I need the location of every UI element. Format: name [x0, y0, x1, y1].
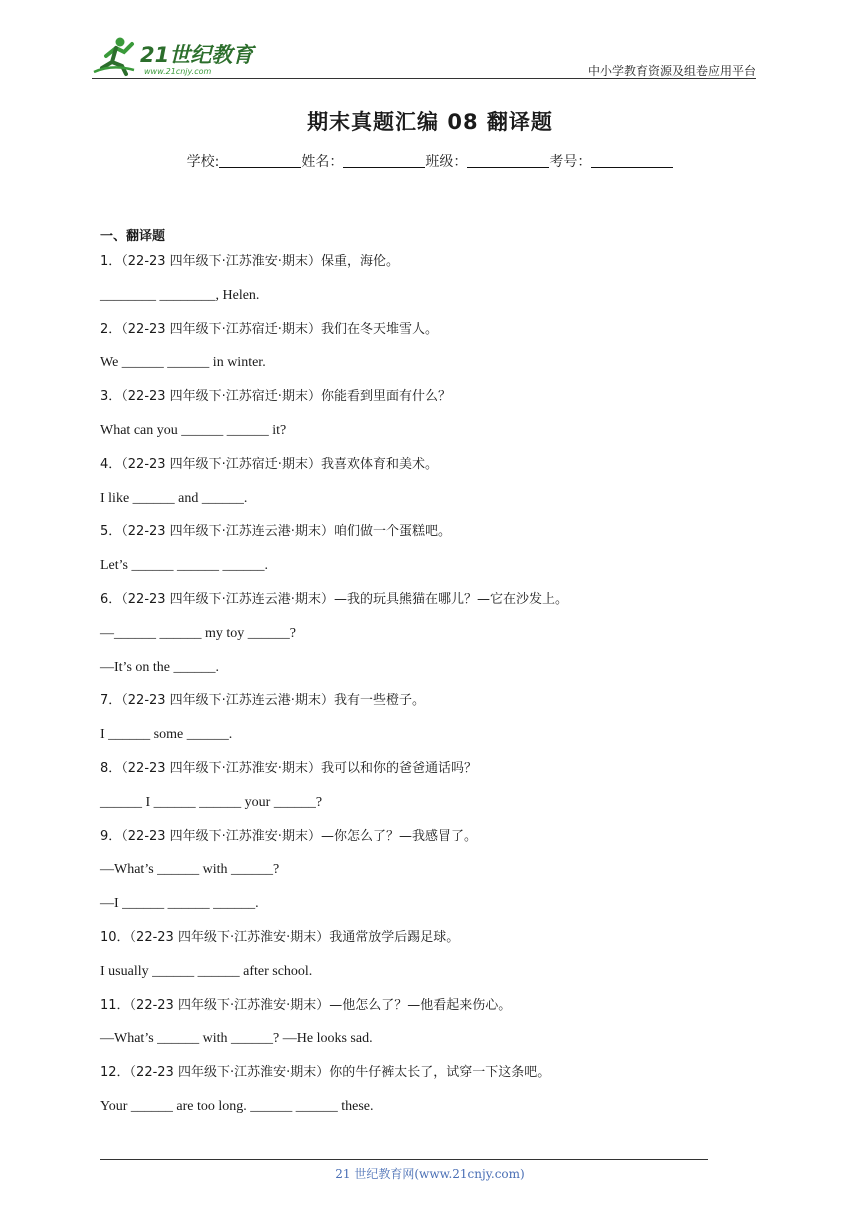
answer-line: —It’s on the ______. — [100, 659, 219, 675]
answer-line: —What’s ______ with ______? — [100, 862, 280, 878]
question-text: 8．（22-23 四年级下·江苏淮安·期末）我可以和你的爸爸通话吗？ — [100, 761, 477, 776]
platform-tagline: 中小学教育资源及组卷应用平台 — [587, 64, 756, 78]
question-text: 4．（22-23 四年级下·江苏宿迁·期末）我喜欢体育和美术。 — [100, 456, 438, 472]
answer-line: We ______ ______ in winter. — [100, 355, 266, 371]
answer-line: What can you ______ ______ it? — [100, 423, 287, 438]
answer-line: ________ ________, Helen. — [100, 287, 260, 303]
school-blank[interactable] — [219, 153, 301, 168]
name-label: 姓名： — [301, 154, 344, 170]
question-text: 3．（22-23 四年级下·江苏宿迁·期末）你能看到里面有什么？ — [100, 389, 451, 405]
answer-line: —______ ______ my toy ______? — [100, 625, 296, 641]
answer-line: I ______ some ______. — [100, 727, 233, 743]
exam-no-blank[interactable] — [591, 153, 673, 168]
class-blank[interactable] — [467, 153, 549, 168]
question-text: 11．（22-23 四年级下·江苏淮安·期末）—他怎么了？—他看起来伤心。 — [100, 997, 512, 1013]
question-text: 9．（22-23 四年级下·江苏淮安·期末）—你怎么了？—我感冒了。 — [100, 828, 477, 844]
footer-divider — [100, 1159, 708, 1160]
question-text: 5．（22-23 四年级下·江苏连云港·期末）咱们做一个蛋糕吧。 — [100, 524, 451, 540]
page-header — [92, 34, 756, 82]
exam-no-label: 考号： — [549, 154, 592, 170]
answer-line: Let’s ______ ______ ______. — [100, 558, 268, 574]
logo-url: www.21cnjy.com — [144, 67, 212, 76]
answer-line: —I ______ ______ ______. — [100, 896, 259, 912]
logo-text: 21世纪教育 — [140, 43, 254, 67]
answer-line: —What’s ______ with ______? —He looks sad. — [100, 1031, 373, 1047]
footer-text: 21 世纪教育网(www.21cnjy.com) — [335, 1167, 525, 1181]
answer-line: Your ______ are too long. ______ ______ these. — [100, 1099, 374, 1114]
name-blank[interactable] — [343, 153, 425, 168]
answer-line: I usually ______ ______ after school. — [100, 963, 313, 979]
question-text: 2．（22-23 四年级下·江苏宿迁·期末）我们在冬天堆雪人。 — [100, 321, 438, 337]
answer-line: ______ I ______ ______ your ______? — [100, 794, 323, 810]
question-text: 12．（22-23 四年级下·江苏淮安·期末）你的牛仔裤太长了，试穿一下这条吧。 — [100, 1065, 551, 1081]
question-text: 6．（22-23 四年级下·江苏连云港·期末）—我的玩具熊猫在哪儿？—它在沙发上。 — [100, 592, 568, 607]
student-info-line — [0, 151, 860, 171]
answer-line: I like ______ and ______. — [100, 490, 248, 506]
page-title: 期末真题汇编 08 翻译题 — [307, 110, 553, 134]
class-label: 班级： — [425, 154, 468, 170]
question-text: 7．（22-23 四年级下·江苏连云港·期末）我有一些橙子。 — [100, 693, 425, 709]
school-label: 学校: — [186, 154, 220, 170]
header-divider — [92, 78, 756, 79]
question-text: 1．（22-23 四年级下·江苏淮安·期末）保重，海伦。 — [100, 254, 399, 269]
site-logo — [92, 34, 262, 78]
section-heading: 一、翻译题 — [100, 229, 166, 244]
question-text: 10．（22-23 四年级下·江苏淮安·期末）我通常放学后踢足球。 — [100, 930, 460, 945]
